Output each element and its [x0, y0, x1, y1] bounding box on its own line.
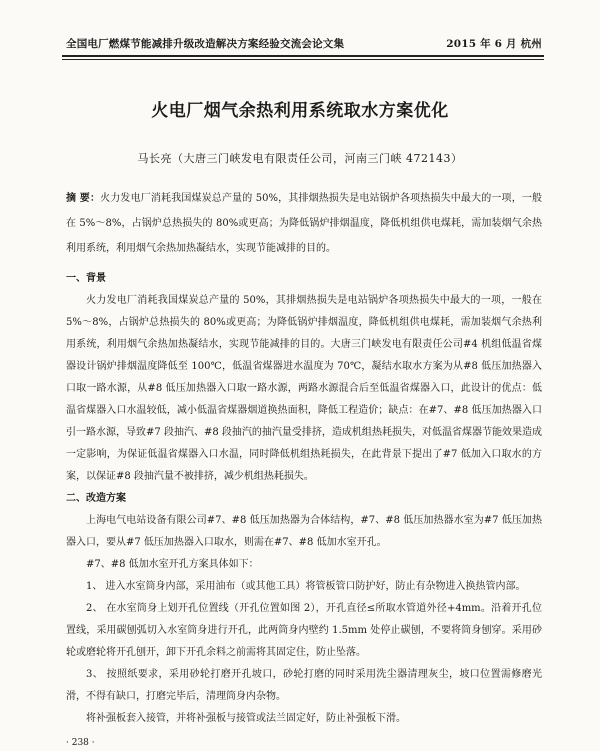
- abstract: [66, 186, 542, 261]
- abstract-label: 摘 要：: [66, 193, 101, 204]
- header-rule-thick: [62, 55, 544, 57]
- running-header-date: 2015 年 6 月 杭州: [446, 38, 542, 50]
- scheme-step-1: 1、 进入水室筒身内部，采用油布（或其他工具）将管板管口防护好，防止有杂物进入换热管内部。: [86, 581, 526, 592]
- page-number: · 238 ·: [66, 738, 95, 748]
- section-heading-background: 一、背景: [66, 273, 106, 284]
- abstract-text: 火力发电厂消耗我国煤炭总产量的 50%，其排烟热损失是电站锅炉各项热损失中最大的一项，一般在 5%～8%，占锅炉总热损失的 80%或更高；为降低锅炉排烟温度，降低机组供电煤耗，需加装烟气余热利用系统，利用烟气余热加热凝结水，实现节能减排的目的。: [66, 193, 543, 254]
- scheme-step-3: 3、 按照纸要求，采用砂轮打磨开孔坡口，砂轮打磨的同时采用洗尘器清理灰尘，坡口位置需修磨光滑，不得有缺口，打磨完毕后，清理筒身内杂物。: [66, 669, 542, 702]
- background-paragraph: 火力发电厂消耗我国煤炭总产量的 50%，其排烟热损失是电站锅炉各项热损失中最大的一项，一般在 5%～8%，占锅炉总热损失的 80%或更高；为降低锅炉排烟温度，降低机组供电煤耗，需加装烟气余热利用系统，利用烟气余热加热凝结水，实现节能减排的目的。大唐三门峡发电有限责任公司#4 机组低温省煤器设计锅炉排烟温度降低至 100℃，低温省煤器进水温度为 70℃，凝结水取水方案为从#8 低压加热器入口取一路水源，从#8 低压加热器入口取一路水源，两路水源混合后至低温省煤器入口，此设计的优点：低温省煤器入口水温较低，减小低温省煤器烟道换热面积，降低工程造价；缺点：在#7、#8 低压加热器入口引一路水源，导致#7 段抽汽、#8 段抽汽的抽汽量受排挤，造成机组热耗损失，对低温省煤器节能效果造成一定影响，为保证低温省煤器入口水温，同时降低机组热耗损失，在此背景下提出了#7 低加入口取水的方案，以保证#8 段抽汽量不被排挤，减少机组热耗损失。: [66, 295, 542, 482]
- header-rule-thin: [62, 59, 544, 60]
- scheme-paragraph-3: 将补强板套入接管，并将补强板与接管或法兰固定好，防止补强板下滑。: [86, 713, 406, 724]
- scheme-step-2: 2、 在水室筒身上划开孔位置线（开孔位置如图 2），开孔直径≤所取水管道外径+4mm。沿着开孔位置线，采用碳刨弧切入水室筒身进行开孔，此两筒身内壁约 1.5mm 处停止碳刨，不要将筒身刨穿。采用砂轮或磨轮将开孔刨开，卸下开孔余料之前需将其固定住，防止坠落。: [66, 603, 542, 658]
- section-background: [66, 268, 542, 730]
- scheme-paragraph-2: #7、#8 低加水室开孔方案具体如下：: [86, 559, 259, 570]
- section-heading-scheme: 二、改造方案: [66, 493, 126, 504]
- author-affiliation: 马长亮（大唐三门峡发电有限责任公司，河南三门峡 472143）: [137, 152, 463, 165]
- paper-title: 火电厂烟气余热利用系统取水方案优化: [151, 101, 449, 121]
- running-header: [66, 36, 542, 51]
- running-header-title: 全国电厂燃煤节能减排升级改造解决方案经验交流会论文集: [66, 38, 345, 50]
- scheme-paragraph-1: 上海电气电站设备有限公司#7、#8 低压加热器为合体结构，#7、#8 低压加热器水室为#7 低压加热器入口，要从#7 低压加热器入口取水，则需在#7、#8 低加水室开孔。: [66, 515, 542, 548]
